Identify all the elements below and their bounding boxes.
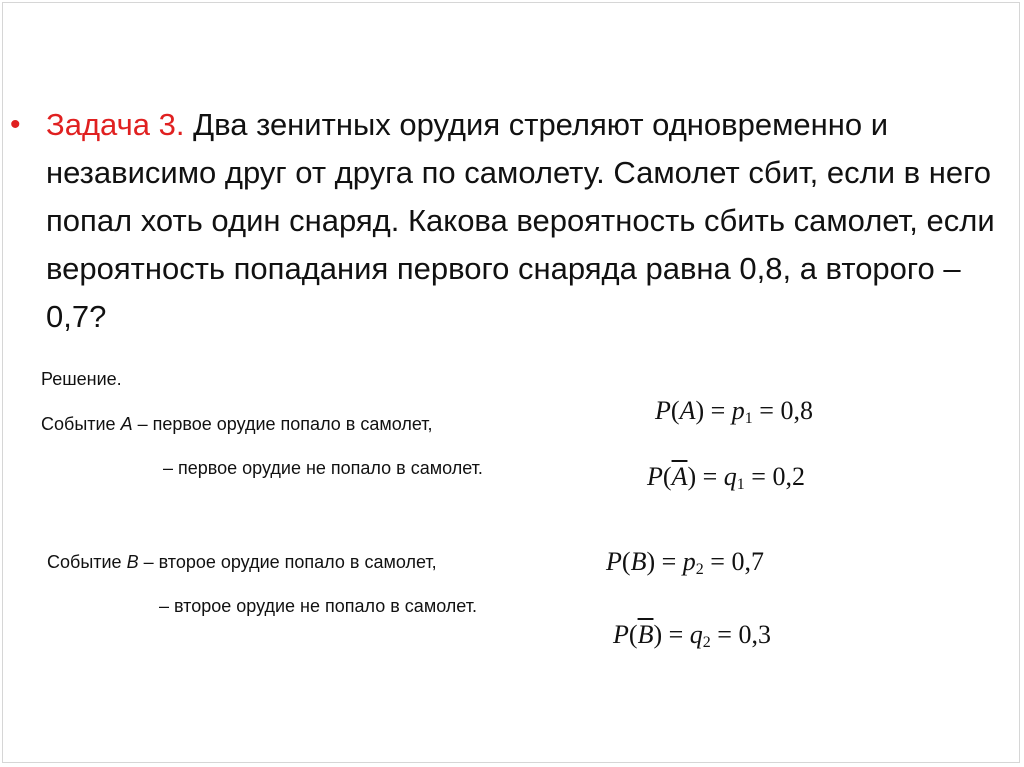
event-b-line — [47, 552, 437, 573]
formula-p-b-idx: 2 — [695, 561, 704, 578]
formula-q-b-val: 0,3 — [738, 620, 771, 649]
event-a-var: A — [120, 414, 133, 434]
event-a-prefix: Событие — [41, 414, 121, 434]
formula-p-a-idx: 1 — [744, 410, 753, 427]
task-label: Задача 3. — [46, 107, 185, 142]
formula-p-b-sym: p — [682, 547, 696, 576]
formula-p-a: $P(A) = p_1 = 0,8$ — [655, 396, 813, 427]
event-a-line — [41, 414, 433, 435]
event-a-text: – первое орудие попало в самолет, — [132, 414, 433, 434]
task-block — [10, 101, 1000, 341]
formula-q-b-sym: q — [689, 620, 703, 649]
not-a-line: – первое орудие не попало в самолет. — [163, 458, 483, 478]
event-b-prefix: Событие — [47, 552, 127, 572]
task-statement: Два зенитных орудия стреляют одновременно и независимо друг от друга по самолету. Самолет сбит, если в него попал хоть один снаряд. Какова вероятность сбить самолет, если вероятность попадания первого снаряда равна 0,8, а второго – 0,7? — [46, 107, 995, 334]
formula-p-b-val: 0,7 — [731, 547, 764, 576]
formula-q-a-val: 0,2 — [772, 462, 805, 491]
task-text — [46, 101, 1000, 341]
event-b-text: – второе орудие попало в самолет, — [138, 552, 437, 572]
formula-q-b: $P(\overline{B}) = q_2 = 0,3$ — [613, 620, 771, 651]
solution-heading: Решение. — [41, 369, 122, 389]
not-b-line: – второе орудие не попало в самолет. — [159, 596, 477, 616]
formula-q-a-event: $\overline{A}$ — [671, 462, 688, 491]
formula-p-a-sym: p — [731, 396, 745, 425]
formula-p-a-val: 0,8 — [780, 396, 813, 425]
formula-p-a-event: A — [679, 396, 696, 425]
formula-q-a: $P(\overline{A}) = q_1 = 0,2$ — [647, 462, 805, 493]
event-b-var: B — [126, 552, 139, 572]
formula-q-b-event: $\overline{B}$ — [637, 620, 654, 649]
bullet: • — [10, 108, 21, 141]
formula-p-b: $P(B) = p_2 = 0,7$ — [606, 547, 764, 578]
formula-q-b-idx: 2 — [702, 634, 711, 651]
formula-p-b-event: B — [630, 547, 647, 576]
formula-q-a-idx: 1 — [736, 476, 745, 493]
formula-q-a-sym: q — [723, 462, 737, 491]
